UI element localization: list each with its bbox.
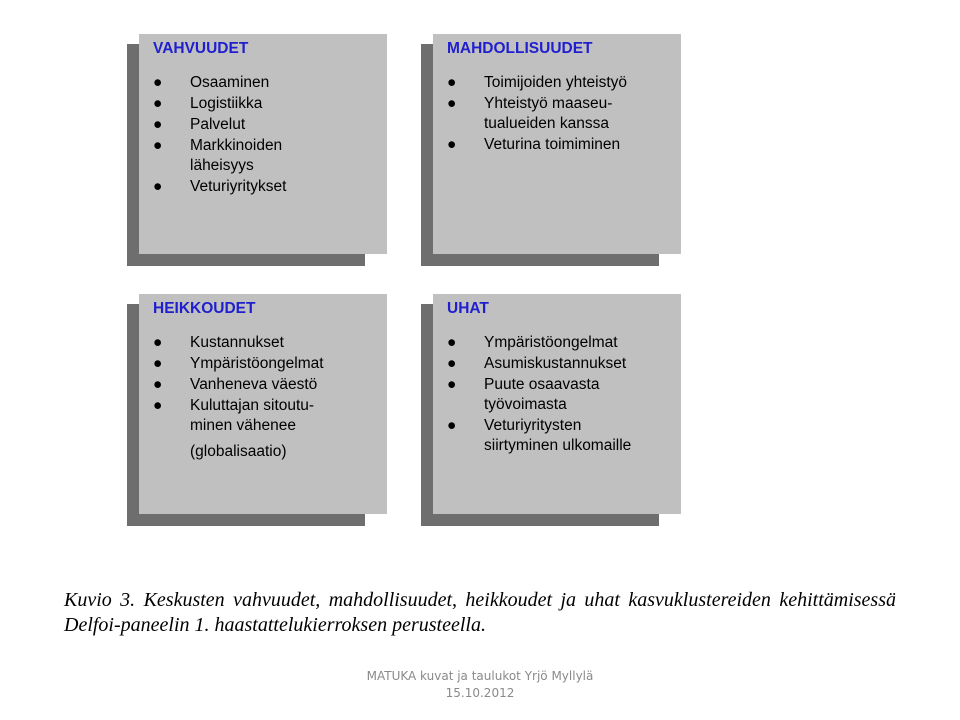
list-item: ● Toimijoiden yhteistyö bbox=[447, 74, 628, 91]
quadrant-box bbox=[139, 294, 387, 514]
bullet-icon: ● bbox=[447, 376, 457, 393]
list-item: ● Veturiyritykset bbox=[153, 178, 287, 195]
quadrant-strengths bbox=[127, 34, 377, 266]
quadrant-opportunities bbox=[421, 34, 671, 266]
bullet-icon: ● bbox=[153, 355, 163, 372]
bullet-icon: ● bbox=[447, 355, 457, 372]
list-item: ● Palvelut bbox=[153, 116, 246, 133]
list-item: ● Osaaminen bbox=[153, 74, 270, 91]
list-item: ● Veturiyritysten siirtyminen ulkomaille bbox=[447, 417, 632, 454]
quadrant-box bbox=[433, 34, 681, 254]
footer-date: 15.10.2012 bbox=[445, 686, 515, 700]
bullet-icon: ● bbox=[153, 95, 163, 112]
bullet-icon: ● bbox=[153, 116, 163, 133]
quadrant-shadow bbox=[421, 44, 433, 266]
bullet-icon: ● bbox=[153, 137, 163, 154]
quadrant-box bbox=[433, 294, 681, 514]
footer bbox=[330, 668, 630, 702]
list-item: ● Ympäristöongelmat bbox=[447, 334, 618, 351]
bullet-icon: ● bbox=[447, 95, 457, 112]
list-item: ● Asumiskustannukset bbox=[447, 355, 627, 372]
bullet-list bbox=[447, 73, 671, 155]
bullet-icon: ● bbox=[447, 334, 457, 351]
list-item: ● Kuluttajan sitoutu- minen vähenee bbox=[153, 397, 315, 434]
quadrant-shadow bbox=[127, 44, 139, 266]
footer-author: MATUKA kuvat ja taulukot Yrjö Myllylä bbox=[366, 669, 594, 683]
quadrant-shadow bbox=[421, 514, 659, 526]
bullet-list bbox=[447, 333, 671, 456]
list-item: ● Yhteistyö maaseu- tualueiden kanssa bbox=[447, 95, 613, 132]
list-item: ● Ympäristöongelmat bbox=[153, 355, 324, 372]
quadrant-box bbox=[139, 34, 387, 254]
quadrant-shadow bbox=[127, 514, 365, 526]
quadrant-shadow bbox=[421, 254, 659, 266]
list-item: ● Markkinoiden läheisyys bbox=[153, 137, 283, 174]
bullet-list bbox=[153, 73, 377, 197]
quadrant-shadow bbox=[127, 254, 365, 266]
bullet-icon: ● bbox=[153, 74, 163, 91]
list-item: ● Puute osaavasta työvoimasta bbox=[447, 376, 600, 413]
bullet-icon: ● bbox=[153, 334, 163, 351]
quadrant-shadow bbox=[127, 304, 139, 526]
list-item: ● Veturina toimiminen bbox=[447, 136, 621, 153]
list-continuation: (globalisaatio) bbox=[190, 443, 287, 460]
quadrant-title: HEIKKOUDET bbox=[153, 300, 256, 317]
bullet-icon: ● bbox=[447, 74, 457, 91]
quadrant-weaknesses bbox=[127, 294, 377, 526]
bullet-icon: ● bbox=[447, 136, 457, 153]
bullet-list bbox=[153, 333, 377, 436]
bullet-icon: ● bbox=[447, 417, 457, 434]
bullet-icon: ● bbox=[153, 376, 163, 393]
bullet-icon: ● bbox=[153, 178, 163, 195]
quadrant-title: MAHDOLLISUUDET bbox=[447, 40, 593, 57]
figure-caption: Kuvio 3. Keskusten vahvuudet, mahdollisuudet, heikkoudet ja uhat kasvuklustereiden kehittämisessä Delfoi-paneelin 1. haastattelukierroksen perusteella. bbox=[64, 589, 896, 636]
bullet-icon: ● bbox=[153, 397, 163, 414]
list-item: ● Logistiikka bbox=[153, 95, 263, 112]
quadrant-title: UHAT bbox=[447, 300, 489, 317]
list-item: ● Vanheneva väestö bbox=[153, 376, 318, 393]
quadrant-title: VAHVUUDET bbox=[153, 40, 249, 57]
list-item: ● Kustannukset bbox=[153, 334, 284, 351]
quadrant-threats bbox=[421, 294, 671, 526]
quadrant-shadow bbox=[421, 304, 433, 526]
